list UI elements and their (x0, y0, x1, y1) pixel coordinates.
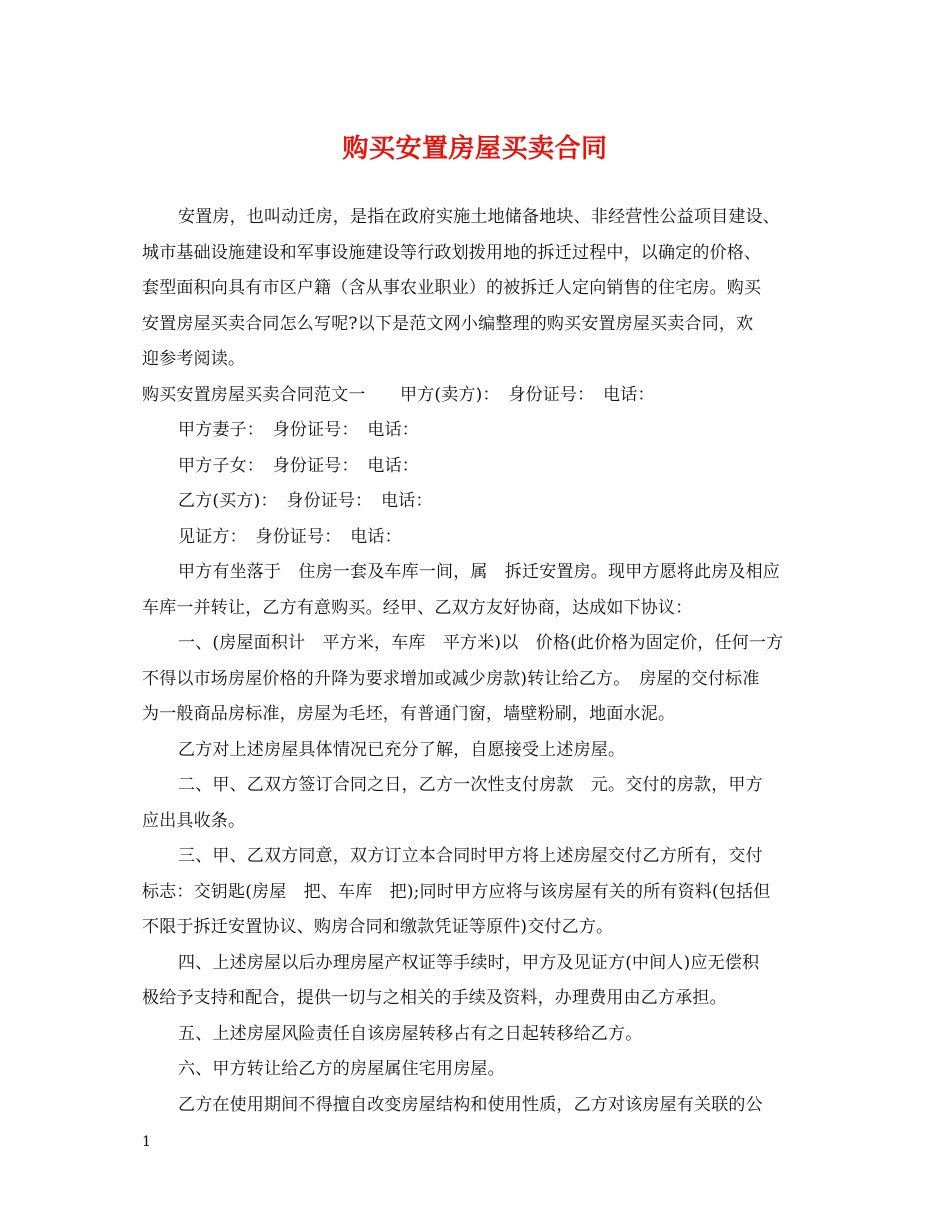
paragraph-line: 套型面积向具有市区户籍（含从事农业职业）的被拆迁人定向销售的住宅房。购买 (142, 278, 762, 298)
paragraph-line: 不得以市场房屋价格的升降为要求增加或减少房款)转让给乙方。 房屋的交付标准 (142, 668, 760, 689)
paragraph-line: 三、甲、乙双方同意，双方订立本合同时甲方将上述房屋交付乙方所有，交付 (178, 846, 763, 866)
paragraph-line: 甲方子女： 身份证号： 电话： (178, 455, 419, 476)
paragraph-line: 极给予支持和配合，提供一切与之相关的手续及资料，办理费用由乙方承担。 (142, 988, 727, 1008)
paragraph-line: 甲方妻子： 身份证号： 电话： (178, 420, 419, 440)
paragraph-line: 安置房屋买卖合同怎么写呢?以下是范文网小编整理的购买安置房屋买卖合同，欢 (142, 313, 754, 334)
paragraph-line: 五、上述房屋风险责任自该房屋转移占有之日起转移给乙方。 (178, 1023, 643, 1044)
document-body (142, 200, 842, 1123)
paragraph-line: 城市基础设施建设和军事设施建设等行政划拨用地的拆迁过程中，以确定的价格、 (142, 242, 762, 263)
paragraph-line: 乙方对上述房屋具体情况已充分了解，自愿接受上述房屋。 (178, 739, 626, 760)
paragraph-line: 车库一并转让，乙方有意购买。经甲、乙双方友好协商，达成如下协议： (142, 597, 693, 618)
paragraph-line: 应出具收条。 (142, 810, 246, 831)
paragraph-line: 迎参考阅读。 (142, 349, 246, 369)
paragraph-line: 购买安置房屋买卖合同范文一 甲方(卖方)： 身份证号： 电话： (142, 384, 655, 405)
paragraph-line: 安置房，也叫动迁房，是指在政府实施土地储备地块、非经营性公益项目建设、 (178, 207, 780, 227)
document-title: 购买安置房屋买卖合同 (342, 134, 608, 164)
paragraph-line: 乙方在使用期间不得擅自改变房屋结构和使用性质，乙方对该房屋有关联的公 (178, 1094, 763, 1115)
paragraph-line: 四、上述房屋以后办理房屋产权证等手续时，甲方及见证方(中间人)应无偿积 (178, 952, 760, 973)
paragraph-line: 甲方有坐落于 住房一套及车库一间，属 拆迁安置房。现甲方愿将此房及相应 (178, 562, 780, 582)
paragraph-line: 标志：交钥匙(房屋 把、车库 把);同时甲方应将与该房屋有关的所有资料(包括但 (142, 881, 771, 902)
paragraph-line: 二、甲、乙双方签订合同之日，乙方一次性支付房款 元。交付的房款，甲方 (178, 775, 763, 795)
paragraph-line: 乙方(买方)： 身份证号： 电话： (178, 491, 433, 511)
paragraph-line: 不限于拆迁安置协议、购房合同和缴款凭证等原件)交付乙方。 (142, 917, 614, 937)
paragraph-line: 一、(房屋面积计 平方米，车库 平方米)以 价格(此价格为固定价，任何一方 (178, 633, 784, 653)
paragraph-line: 为一般商品房标准，房屋为毛坯，有普通门窗，墙壁粉刷，地面水泥。 (142, 704, 676, 724)
page-number: 1 (142, 1134, 151, 1150)
paragraph-line: 见证方： 身份证号： 电话： (178, 526, 402, 547)
paragraph-line: 六、甲方转让给乙方的房屋属住宅用房屋。 (178, 1059, 505, 1079)
